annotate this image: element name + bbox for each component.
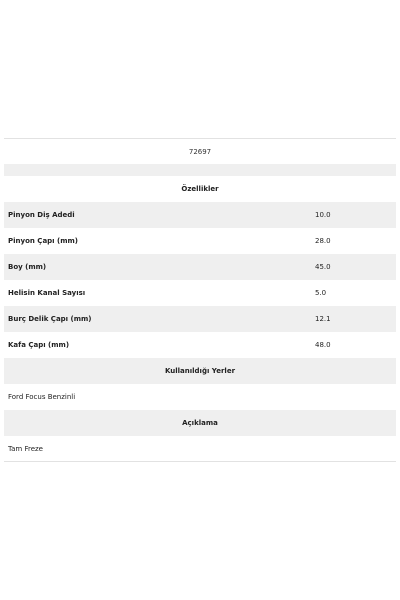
description-row: [4, 436, 396, 462]
feature-row: [4, 332, 396, 358]
feature-label: Pinyon Çapı (mm): [8, 237, 78, 245]
usage-header: [4, 358, 396, 384]
product-code-row: [4, 138, 396, 164]
description-text: Tam Freze: [8, 444, 43, 453]
usage-title: Kullanıldığı Yerler: [164, 367, 236, 375]
features-header: [4, 176, 396, 202]
feature-label: Helisin Kanal Sayısı: [8, 289, 86, 297]
feature-label: Boy (mm): [8, 263, 47, 271]
feature-row: [4, 254, 396, 280]
description-title: Açıklama: [182, 419, 218, 427]
usage-row: [4, 384, 396, 410]
feature-value: 5.0: [315, 289, 327, 297]
feature-value: 48.0: [315, 341, 331, 349]
feature-row: [4, 280, 396, 306]
feature-label: Pinyon Diş Adedi: [8, 211, 75, 219]
feature-label: Kafa Çapı (mm): [8, 341, 70, 349]
feature-row: [4, 228, 396, 254]
features-title: Özellikler: [181, 185, 219, 193]
feature-value: 12.1: [315, 315, 331, 323]
feature-value: 10.0: [315, 211, 331, 219]
feature-value: 28.0: [315, 237, 331, 245]
product-code: 72697: [188, 147, 212, 156]
feature-value: 45.0: [315, 263, 331, 271]
usage-text: Ford Focus Benzinli: [8, 393, 76, 401]
product-detail-sheet: [4, 138, 396, 462]
feature-row: [4, 202, 396, 228]
feature-label: Burç Delik Çapı (mm): [8, 315, 92, 323]
description-header: [4, 410, 396, 436]
spacer-row: [4, 164, 396, 176]
feature-row: [4, 306, 396, 332]
